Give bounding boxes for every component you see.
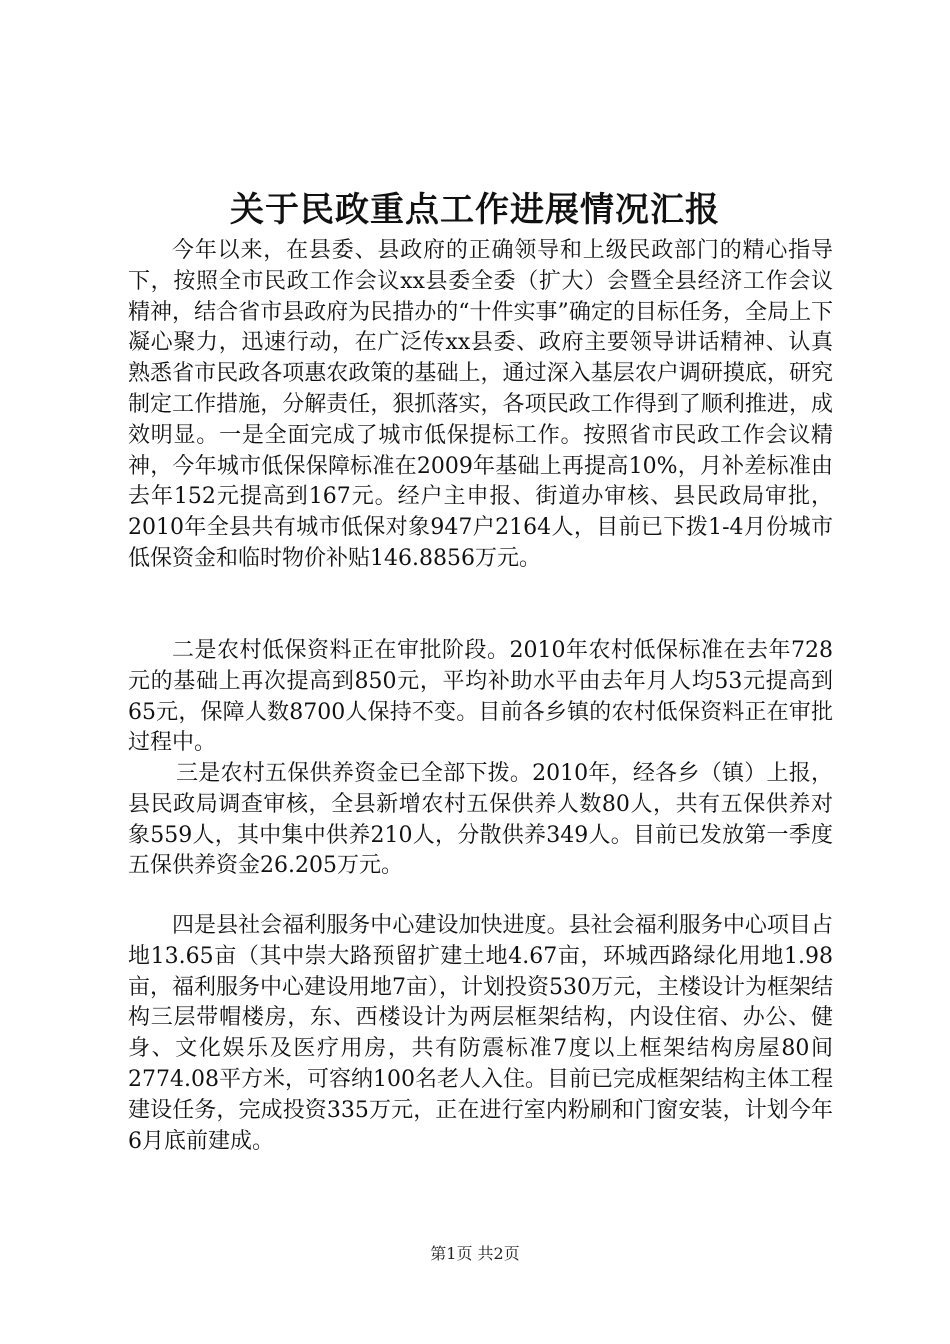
paragraph-rural-subsistence: 二是农村低保资料正在审批阶段。2010年农村低保标准在去年728元的基础上再次提高到850元，平均补助水平由去年月人均53元提高到65元，保障人数8700人保持不变。目前各乡镇的农村低保资料正在审批过程中。 (128, 638, 833, 756)
page-number-footer: 第1页 共2页 (430, 1244, 520, 1263)
document-title: 关于民政重点工作进展情况汇报 (230, 190, 720, 230)
paragraph-overview: 今年以来，在县委、县政府的正确领导和上级民政部门的精心指导下，按照全市民政工作会议xx县委全委（扩大）会暨全县经济工作会议精神，结合省市县政府为民措办的“十件实事”确定的目标任务，全局上下凝心聚力，迅速行动，在广泛传xx县委、政府主要领导讲话精神、认真熟悉省市民政各项惠农政策的基础上，通过深入基层农户调研摸底，研究制定工作措施，分解责任，狠抓落实，各项民政工作得到了顺利推进，成效明显。一是全面完成了城市低保提标工作。按照省市民政工作会议精神，今年城市低保保障标准在2009年基础上再提高10%，月补差标准由去年152元提高到167元。经户主申报、街道办审核、县民政局审批，2010年全县共有城市低保对象947户2164人，目前已下拨1-4月份城市低保资金和临时物价补贴146.8856万元。 (128, 238, 833, 571)
paragraph-welfare-center: 四是县社会福利服务中心建设加快进度。县社会福利服务中心项目占地13.65亩（其中崇大路预留扩建土地4.67亩，环城西路绿化用地1.98亩，福利服务中心建设用地7亩），计划投资530万元，主楼设计为框架结构三层带帽楼房，东、西楼设计为两层框架结构，内设住宿、办公、健身、文化娱乐及医疗用房，共有防震标准7度以上框架结构房屋80间2774.08平方米，可容纳100名老人入住。目前已完成框架结构主体工程建设任务，完成投资335万元，正在进行室内粉刷和门窗安装，计划今年6月底前建成。 (128, 913, 833, 1154)
paragraph-five-guarantees: 三是农村五保供养资金已全部下拨。2010年，经各乡（镇）上报，县民政局调查审核，全县新增农村五保供养人数80人，共有五保供养对象559人，其中集中供养210人，分散供养349人。目前已发放第一季度五保供养资金26.205万元。 (128, 761, 833, 879)
